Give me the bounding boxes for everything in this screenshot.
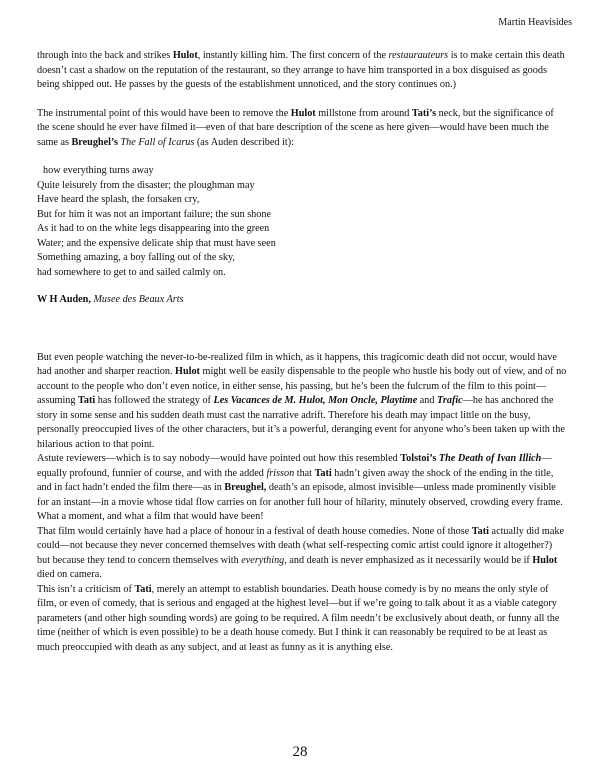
bold-italic-title: Les Vacances de M. Hulot, Mon Oncle, Playtime	[213, 395, 418, 406]
text: hadn’t given away the shock of the ending in the title, and in fact hadn’t ended the film there—as in	[37, 467, 554, 493]
text: , merely an attempt to establish boundaries. Death house comedy is by no means the only style of film, or even of comedy, that is serious and engaged at the highest level—but if we’re going to talk about it as a viable category parameters (and other high sounding words) are going to be required. A film needn’t be exclusively about death, or funny all the time (neither of which is even possible) to be a death house comedy. But I think it can reasonably be required to be at least as much preoccupied with death as any subject, and at least as funny as it is anything else.	[37, 583, 560, 653]
bold-italic-title: The Death of Ivan Illich	[438, 453, 542, 464]
text: neck, but the significance of the scene should he ever have filmed it—even of that bare description of the scene as here given—would have been much the same as	[37, 107, 554, 148]
poem-line: Something amazing, a boy falling out of the sky,	[37, 252, 235, 263]
paragraph-2	[37, 107, 567, 151]
text: is to make certain this death doesn’t cast a shadow on the reputation of the restaurant, so they arrange to have him transported in a box disguised as goods being shipped out. He passes by the guests of the establishment unnoticed, and the story continues on.)	[37, 50, 565, 90]
italic-title: The Fall of Icarus	[120, 136, 195, 148]
text: millstone from around	[315, 107, 412, 119]
text: , instantly killing him. The first concern of the	[197, 50, 389, 61]
bold-name: Hulot	[532, 554, 558, 566]
poem-line: Quite leisurely from the disaster; the ploughman may	[37, 179, 255, 191]
bold-name: Tati	[78, 395, 96, 406]
poem-line: Have heard the splash, the forsaken cry,	[37, 194, 200, 205]
attribution-author: W H Auden,	[37, 294, 91, 305]
paragraph-4	[37, 452, 567, 525]
text: death’s an episode, almost invisible—unless made prominently visible for an instant—in a movie whose tidal flow carries on for another full hour of hilarity, minutely observed, crowding every frame. What a moment, and what a film that would have been!	[37, 482, 563, 522]
bold-name: Tati	[314, 467, 332, 479]
italic-term: everything,	[241, 554, 287, 566]
bold-name: Hulot	[290, 107, 316, 119]
bold-name: Tolstoi’s	[400, 453, 437, 464]
text: But even people watching the never-to-be-realized film in which, as it happens, this tragicomic death did not occur, would have had another and sharper reaction.	[37, 351, 557, 377]
text: (as Auden described it):	[194, 136, 294, 148]
paragraph-6	[37, 583, 567, 656]
poem-line: As it had to on the white legs disappearing into the green	[37, 223, 270, 234]
text: died on camera.	[37, 569, 102, 580]
text: actually did make could—not because they never concerned themselves with death (what self-respecting comic artist could ignore it altogether?) but because they tend to concern themselves with	[37, 525, 564, 566]
text: —equally profound, funnier of course, and with the added	[37, 453, 552, 479]
text: This isn’t a criticism of	[37, 583, 135, 595]
poem-line: had somewhere to get to and sailed calmly on.	[37, 266, 226, 278]
poem-line: But for him it was not an important failure; the sun shone	[37, 208, 271, 220]
bold-name: Tati	[471, 525, 489, 537]
text: through into the back and strikes	[37, 50, 173, 61]
bold-name: Breughel’s	[71, 136, 118, 148]
text: —he has anchored the story in some sense and his sudden death must cast the narrative adrift. Therefore his death may impact little on the busy, personally preoccupied lives of the other characters, but it’s a powerful, deranging event for anyone who’s been taken up with the hilarious action to that point.	[37, 395, 565, 450]
text: has followed the strategy of	[95, 395, 214, 406]
poem-quote	[37, 164, 567, 280]
paragraph-5	[37, 525, 567, 583]
bold-name: Tati	[134, 583, 152, 595]
bold-italic-title: Trafic	[437, 395, 463, 406]
text: That film would certainly have had a place of honour in a festival of death house comedies. None of those	[37, 525, 472, 537]
italic-term: restaurauteurs	[388, 50, 449, 61]
italic-term: frisson	[266, 467, 295, 479]
page-number: 28	[292, 744, 308, 760]
bold-name: Hulot	[175, 366, 200, 377]
text: and death is never emphasized as it necessarily would be if	[286, 554, 533, 566]
text: might well be easily dispensable to the people who hustle his body out of view, and of no account to the people who don’t even notice, in either sense, his passing, but he’s been the fulcrum of the film to this point—assuming	[37, 366, 567, 406]
bold-name: Tati’s	[411, 107, 437, 119]
attribution-work: Musee des Beaux Arts	[93, 294, 184, 305]
text: and	[417, 395, 438, 406]
text: The instrumental point of this would have been to remove the	[37, 107, 291, 119]
text: Astute reviewers—which is to say nobody—would have pointed out how this resembled	[37, 453, 401, 464]
poem-line: Water; and the expensive delicate ship that must have seen	[37, 237, 276, 249]
text: that	[294, 467, 315, 479]
page-body	[37, 49, 567, 655]
paragraph-1	[37, 49, 567, 93]
bold-name: Breughel,	[224, 482, 267, 493]
bold-name: Hulot	[172, 50, 198, 61]
paragraph-3	[37, 351, 567, 453]
poem-attribution	[37, 293, 567, 308]
running-header: Martin Heavisides	[498, 17, 572, 28]
poem-line: how everything turns away	[43, 165, 154, 176]
